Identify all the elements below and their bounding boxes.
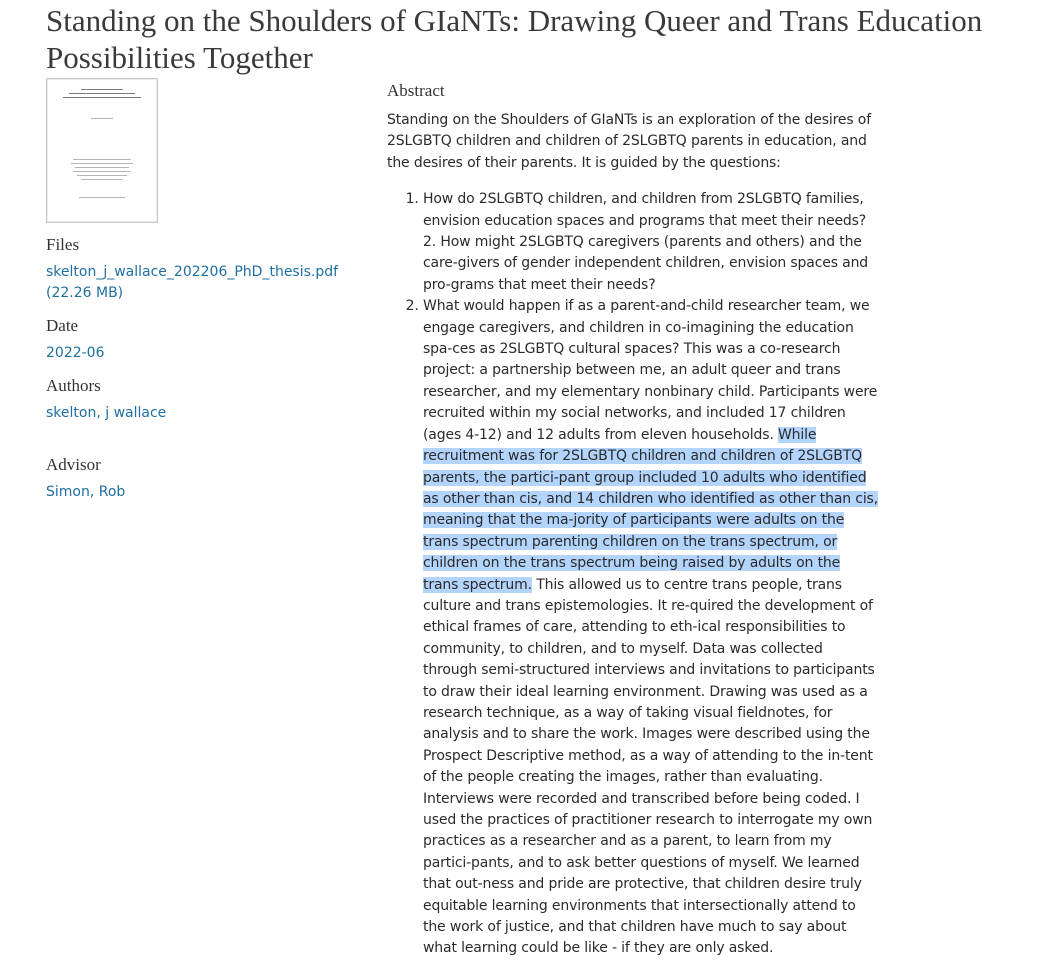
abstract-section (387, 80, 879, 960)
advisor-link[interactable]: Simon, Rob (46, 484, 126, 500)
abstract-text: What would happen if as a parent-and-child researcher team, we engage caregivers, and children in co-imagining the education spa-ces as 2SLGBTQ cultural spaces? This was a co-research project: a partnership between me, an adult queer and trans researcher, and my elementary nonbinary child. Participants were recruited within my social networks, and included 17 children (ages 4-12) and 12 adults from eleven households. (423, 298, 878, 443)
list-item (423, 296, 879, 960)
file-download-link[interactable] (46, 262, 346, 304)
author-link[interactable]: skelton, j wallace (46, 405, 167, 421)
file-size: (22.26 MB) (46, 285, 124, 301)
page-title: Standing on the Shoulders of GIaNTs: Drawing Queer and Trans Education Possibilities Together (46, 3, 983, 75)
abstract-intro: Standing on the Shoulders of GIaNTs is an exploration of the desires of 2SLGBTQ children and children of 2SLGBTQ parents in education, and the desires of their parents. It is guided by the questions: (387, 112, 872, 171)
advisor-label: Advisor (46, 455, 101, 474)
sidebar (46, 78, 346, 514)
list-item: 1. How do 2SLGBTQ children, and children from 2SLGBTQ families, envision education spaces and programs that meet their needs?2. How might 2SLGBTQ caregivers (parents and others) and the care-givers of gender independent children, envision spaces and pro-grams that meet their needs? (423, 189, 879, 296)
document-thumbnail[interactable] (46, 78, 158, 223)
abstract-label: Abstract (387, 81, 445, 100)
selected-text-highlight[interactable]: While recruitment was for 2SLGBTQ children and children of 2SLGBTQ parents, the partici-pant group included 10 adults who identified as other than cis, and 14 children who identified as other than cis, meaning that the ma-jority of participants were adults on the trans spectrum parenting children on the trans spectrum, or children on the trans spectrum being raised by adults on the trans spectrum. (423, 426, 879, 593)
authors-label: Authors (46, 376, 101, 395)
date-link[interactable]: 2022-06 (46, 345, 105, 361)
files-label: Files (46, 235, 80, 254)
file-name: skelton_j_wallace_202206_PhD_thesis.pdf (46, 264, 339, 280)
abstract-question-list (387, 189, 879, 960)
date-label: Date (46, 316, 79, 335)
abstract-text: This allowed us to centre trans people, trans culture and trans epistemologies. It re-quired the development of ethical frames of care, attending to eth-ical responsibilities to community, to children, and to myself. Data was collected through semi-structured interviews and invitations to participants to draw their ideal learning environment. Drawing was used as a research technique, as a way of taking visual fieldnotes, for analysis and to share the work. Images were described using the Prospect Descriptive method, as a way of attending to the in-tent of the people creating the images, rather than evaluating. Interviews were recorded and transcribed before being coded. I used the practices of practitioner research to interrogate my own practices as a researcher and as a parent, to learn from my partici-pants, and to ask better questions of myself. We learned that out-ness and pride are protective, that children desire truly equitable learning environments that intersectionally attend to the work of justice, and that children have much to say about what learning could be like - if they are only asked. (423, 576, 875, 957)
